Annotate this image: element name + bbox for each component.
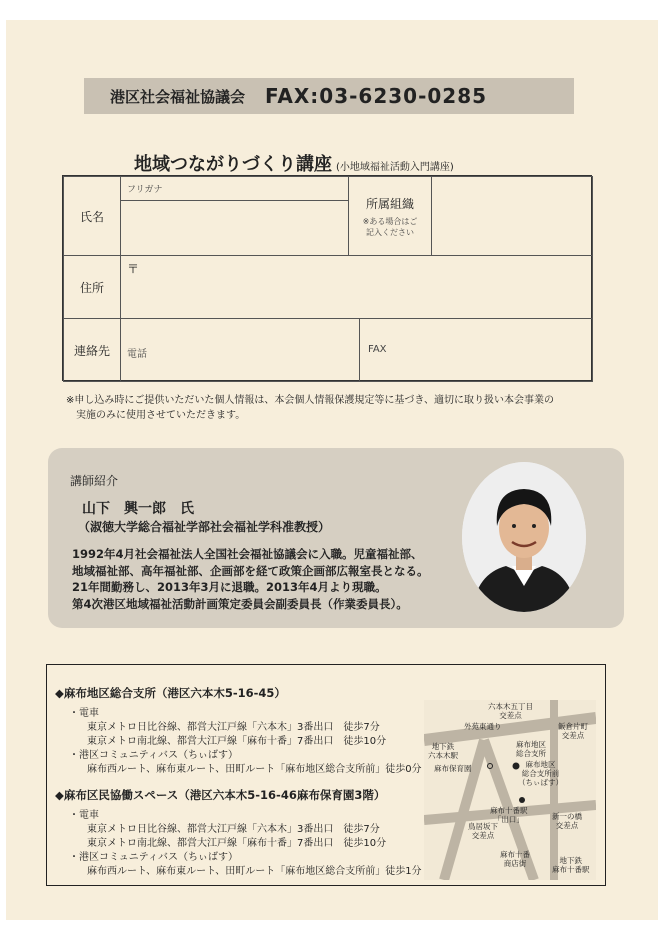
- affiliation-note-1: ※ある場合はご: [362, 217, 418, 226]
- org-name: 港区社会福祉協議会: [110, 87, 246, 106]
- contact-label: 連絡先: [63, 318, 121, 382]
- bio-line: 地域福祉部、高年福祉部、企画部を経て政策企画部広報室長となる。: [72, 563, 429, 578]
- fax-label: FAX: [368, 344, 387, 355]
- phone-label: 電話: [127, 349, 147, 360]
- location-2-train-1: 東京メトロ日比谷線、都営大江戸線「六本木」3番出口 徒歩7分: [87, 824, 380, 835]
- fax-number: FAX:03-6230-0285: [265, 84, 488, 108]
- affiliation-label: 所属組織: [365, 197, 414, 211]
- furigana-label: フリガナ: [127, 185, 163, 195]
- location-1-bus-label: ・港区コミュニティバス（ちぃばす）: [69, 750, 238, 761]
- address-field[interactable]: [120, 255, 593, 319]
- lecturer-photo: [462, 462, 586, 612]
- furigana-field[interactable]: [120, 176, 349, 201]
- map-shotengai: 麻布十番 商店街: [500, 850, 530, 868]
- lecturer-affiliation: （淑徳大学総合福祉学部社会福祉学科准教授）: [78, 520, 331, 534]
- flyer-sheet: [6, 20, 658, 920]
- map-juban-station: 地下鉄 麻布十番駅: [552, 856, 590, 874]
- location-1-train-label: ・電車: [69, 708, 99, 719]
- bio-line: 21年間勤務し、2013年3月に退職。2013年4月より現職。: [72, 580, 387, 594]
- lecturer-name: 山下 興一郎 氏: [82, 501, 194, 517]
- phone-field[interactable]: [120, 318, 360, 382]
- lecturer-heading: 講師紹介: [70, 474, 119, 488]
- privacy-notice-line-1: ※申し込み時にご提供いただいた個人情報は、本会個人情報保護規定等に基づき、適切に取り扱い本会事業の: [66, 395, 554, 406]
- course-title-sub: (小地域福祉活動入門講座): [336, 162, 454, 173]
- privacy-notice: [66, 393, 586, 423]
- location-2-bus: 麻布西ルート、麻布東ルート、田町ルート「麻布地区総合支所前」徒歩1分: [87, 866, 422, 877]
- map-gaien-street: 外苑東通り: [464, 722, 502, 731]
- location-1-train-1: 東京メトロ日比谷線、都営大江戸線「六本木」3番出口 徒歩7分: [87, 722, 380, 733]
- name-label: 氏名: [63, 176, 121, 256]
- address-label: 住所: [63, 255, 121, 319]
- location-2-train-2: 東京メトロ南北線、都営大江戸線「麻布十番」7番出口 徒歩10分: [87, 838, 387, 849]
- map-roppongi-station: 地下鉄 六本木駅: [428, 742, 458, 760]
- bio-line: 第4次港区地域福祉活動計画策定委員会副委員長（作業委員長）。: [72, 596, 408, 611]
- bio-line: 1992年4月社会福祉法人全国社会福祉協議会に入職。児童福祉部、: [72, 547, 423, 561]
- location-2-bus-label: ・港区コミュニティバス（ちぃばす）: [69, 852, 238, 863]
- application-form: [62, 175, 592, 381]
- access-map: [424, 700, 596, 880]
- name-field[interactable]: [120, 200, 349, 256]
- map-juban-exit: 麻布十番駅 「出口」: [490, 806, 528, 824]
- map-toriizaka: 鳥居坂下 交差点: [468, 822, 498, 840]
- map-roppongi-5: 六本木五丁目 交差点: [488, 702, 533, 720]
- location-1-title: ◆麻布地区総合支所（港区六本木5-16-45）: [55, 686, 286, 700]
- location-1-bus: 麻布西ルート、麻布東ルート、田町ルート「麻布地区総合支所前」徒歩0分: [87, 764, 422, 775]
- postal-mark: 〒: [127, 262, 140, 276]
- fax-field[interactable]: [359, 318, 593, 382]
- map-bus-stop: 麻布地区 総合支所前 （ちぃばす）: [518, 760, 563, 787]
- fax-header: [84, 78, 574, 114]
- course-title: [134, 150, 454, 176]
- map-ichinohashi: 新一の橋 交差点: [552, 812, 582, 830]
- location-1-train-2: 東京メトロ南北線、都営大江戸線「麻布十番」7番出口 徒歩10分: [87, 736, 387, 747]
- affiliation-field[interactable]: [431, 176, 593, 256]
- lecturer-bio: [72, 546, 492, 612]
- location-2-title: ◆麻布区民協働スペース（港区六本木5-16-46麻布保育園3階）: [55, 788, 386, 802]
- affiliation-label-cell: [348, 176, 432, 256]
- map-azabu-office: 麻布地区 総合支所: [516, 740, 546, 758]
- affiliation-note-2: 記入ください: [366, 228, 414, 237]
- privacy-notice-line-2: 実施のみに使用させていただきます。: [76, 410, 246, 421]
- lecturer-portrait-icon: [462, 462, 586, 612]
- map-iigura: 飯倉片町 交差点: [558, 722, 588, 740]
- location-2-train-label: ・電車: [69, 810, 99, 821]
- map-hoikuen: 麻布保育園: [434, 764, 472, 773]
- course-title-main: 地域つながりづくり講座: [134, 154, 332, 175]
